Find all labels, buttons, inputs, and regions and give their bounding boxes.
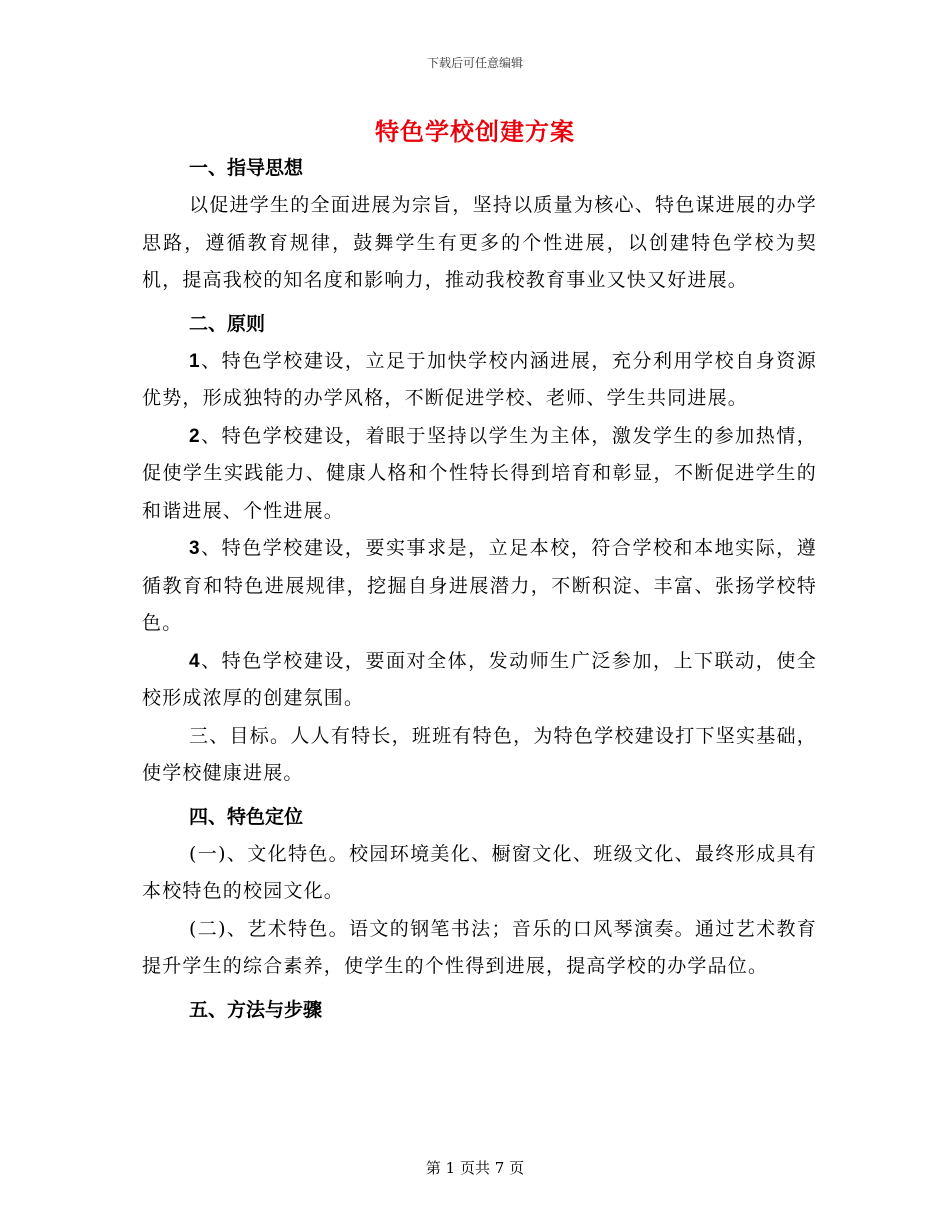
section-heading-guiding-ideology: 一、指导思想 xyxy=(189,157,304,179)
section-heading-methods: 五、方法与步骤 xyxy=(189,998,323,1021)
principle-number: 4 xyxy=(189,650,201,672)
paragraph-guiding-ideology: 以促进学生的全面进展为宗旨，坚持以质量为核心、特色谋进展的办学思路，遵循教育规律，鼓舞学生有更多的个性进展，以创建特色学校为契机，提高我校的知名度和影响力，推动我校教育事业又快又好进展。 xyxy=(142,194,817,291)
paragraph-art-feature: (二)、艺术特色。语文的钢笔书法；音乐的口风琴演奏。通过艺术教育提升学生的综合素养，使学生的个性得到进展，提高学校的办学品位。 xyxy=(142,917,817,977)
paragraph-principle-2 xyxy=(142,418,817,531)
principle-number: 3 xyxy=(189,538,201,559)
principle-text: 、特色学校建设，着眼于坚持以学生为主体，激发学生的参加热情，促使学生实践能力、健康人格和个性特长得到培育和彰显，不断促进学生的和谐进展、个性进展。 xyxy=(142,424,817,522)
paragraph-principle-4 xyxy=(142,643,817,718)
principle-text: 、特色学校建设，要面对全体，发动师生广泛参加，上下联动，使全校形成浓厚的创建氛围。 xyxy=(142,649,817,709)
paragraph-principle-3 xyxy=(142,530,817,643)
paragraph-cultural-feature: (一)、文化特色。校园环境美化、橱窗文化、班级文化、最终形成具有本校特色的校园文化。 xyxy=(142,842,817,902)
paragraph-goals: 三、目标。人人有特长，班班有特色，为特色学校建设打下坚实基础，使学校健康进展。 xyxy=(142,724,817,784)
principle-text: 、特色学校建设，要实事求是，立足本校，符合学校和本地实际，遵循教育和特色进展规律，挖掘自身进展潜力，不断积淀、丰富、张扬学校特色。 xyxy=(142,537,817,634)
principle-text: 、特色学校建设，立足于加快学校内涵进展，充分利用学校自身资源优势，形成独特的办学风格，不断促进学校、老师、学生共同进展。 xyxy=(142,349,817,409)
principle-number: 2 xyxy=(189,425,201,447)
paragraph-principle-1 xyxy=(142,343,817,418)
document-body xyxy=(142,150,817,1029)
page-header: 下载后可任意编辑 xyxy=(426,56,523,70)
document-title: 特色学校创建方案 xyxy=(375,117,575,146)
page-footer: 第 1 页共 7 页 xyxy=(425,1159,525,1177)
principle-number: 1 xyxy=(189,350,201,372)
section-heading-principles: 二、原则 xyxy=(189,312,266,335)
section-heading-positioning: 四、特色定位 xyxy=(189,805,304,828)
